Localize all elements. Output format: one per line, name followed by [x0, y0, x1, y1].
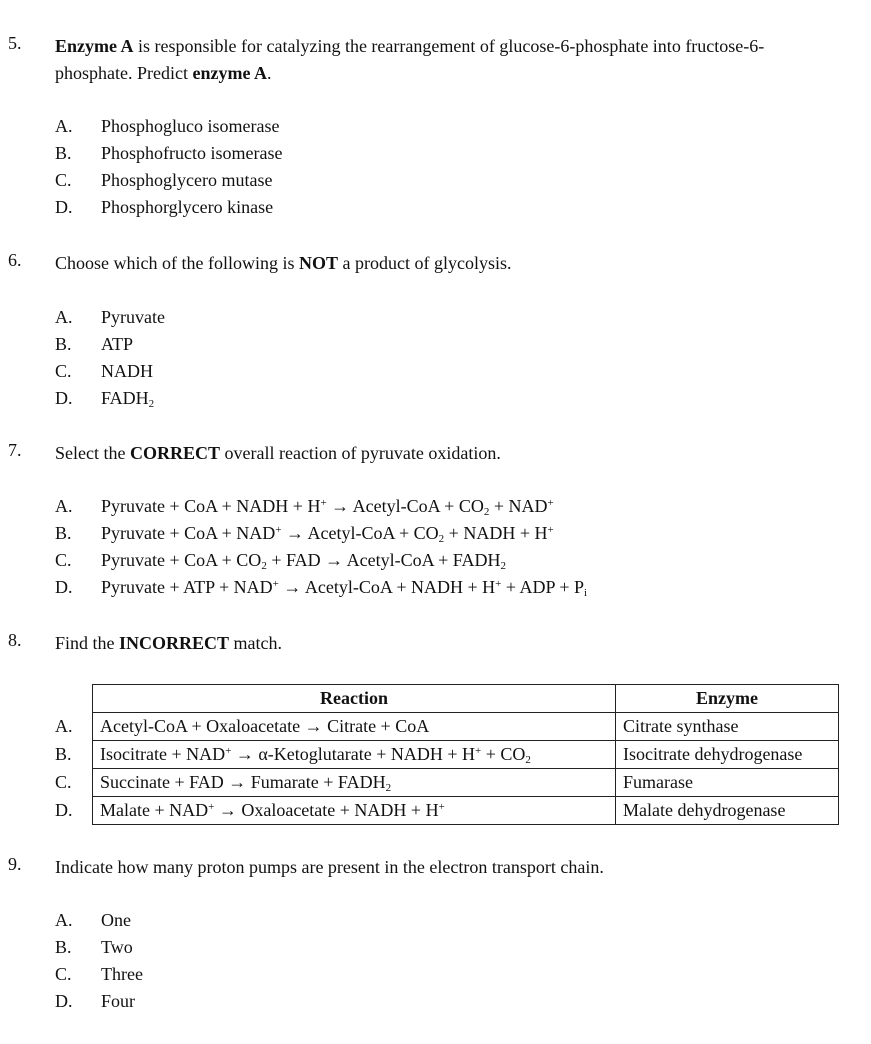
option-text: ATP	[101, 334, 134, 354]
option-text: Pyruvate + ATP + NAD+ → Acetyl-CoA + NADH + H+ + ADP + $P_i$	[101, 577, 588, 599]
option-letter: A.	[55, 496, 73, 516]
answer-option	[55, 574, 845, 601]
match-row-letters	[55, 712, 73, 824]
answer-option	[55, 547, 845, 574]
reaction-cell: Malate + NAD+ → Oxaloacetate + NADH + H+	[93, 797, 616, 825]
reaction-cell: Isocitrate + NAD+ → α-Ketoglutarate + NADH + $H^+ + CO_2$	[93, 741, 616, 769]
question-number: 8.	[8, 630, 22, 650]
answer-option	[55, 194, 845, 221]
table-row	[93, 713, 839, 741]
option-letter: A.	[55, 307, 73, 327]
option-letter: B.	[55, 523, 72, 543]
options-q7	[55, 493, 845, 601]
answer-option	[55, 907, 845, 934]
options-q5	[55, 113, 845, 221]
row-letter: C.	[55, 772, 72, 792]
option-letter: C.	[55, 550, 72, 570]
option-text: Four	[101, 991, 136, 1011]
options-q6	[55, 304, 845, 412]
table-row	[93, 741, 839, 769]
answer-option	[55, 961, 845, 988]
question-stem: Select the CORRECT overall reaction of pyruvate oxidation.	[55, 443, 501, 463]
header-enzyme: Enzyme	[616, 685, 839, 713]
answer-option	[55, 113, 845, 140]
table-row	[93, 797, 839, 825]
option-text: Phosphofructo isomerase	[101, 143, 283, 163]
question-number: 9.	[8, 854, 22, 874]
option-text: NADH	[101, 361, 153, 381]
answer-option	[55, 358, 845, 385]
answer-option	[55, 988, 845, 1015]
option-text: Two	[101, 937, 133, 957]
option-text: Pyruvate	[101, 307, 165, 327]
option-text: Pyruvate + CoA + NAD+ → Acetyl-CoA + $CO_2$ + NADH + H+	[101, 523, 554, 545]
option-text: Phosphoglycero mutase	[101, 170, 273, 190]
option-letter: C.	[55, 964, 72, 984]
option-letter: D.	[55, 991, 73, 1011]
option-text: Phosphogluco isomerase	[101, 116, 280, 136]
row-letter: A.	[55, 716, 73, 736]
enzyme-cell: Isocitrate dehydrogenase	[616, 741, 839, 769]
option-text: Three	[101, 964, 143, 984]
option-letter: C.	[55, 361, 72, 381]
header-reaction: Reaction	[93, 685, 616, 713]
enzyme-cell: Fumarase	[616, 769, 839, 797]
option-letter: D.	[55, 197, 73, 217]
option-letter: B.	[55, 937, 72, 957]
option-text: One	[101, 910, 131, 930]
question-stem: Choose which of the following is NOT a product of glycolysis.	[55, 253, 512, 273]
option-letter: B.	[55, 143, 72, 163]
enzyme-cell: Malate dehydrogenase	[616, 797, 839, 825]
table-row	[93, 769, 839, 797]
question-stem: Find the INCORRECT match.	[55, 633, 283, 653]
option-letter: C.	[55, 170, 72, 190]
option-letter: A.	[55, 910, 73, 930]
table-header-row	[93, 685, 839, 713]
question-number: 5.	[8, 33, 22, 53]
option-text: Pyruvate + CoA + $CO_2$ + FAD → Acetyl-CoA + $FADH_2$	[101, 550, 506, 572]
answer-option	[55, 385, 845, 412]
question-stem: Indicate how many proton pumps are present in the electron transport chain.	[55, 857, 604, 877]
question-number: 6.	[8, 250, 22, 270]
option-text: Pyruvate + CoA + NADH + H+ → Acetyl-CoA + $CO_2 + NAD^+$	[101, 496, 554, 518]
option-letter: D.	[55, 388, 73, 408]
question-stem: Enzyme A is responsible for catalyzing the rearrangement of glucose-6-phosphate into fructose-6-phosphate. Predict enzyme A.	[55, 36, 765, 83]
row-letter: D.	[55, 800, 73, 820]
row-letter: B.	[55, 744, 72, 764]
option-letter: D.	[55, 577, 73, 597]
option-text: Phosphorglycero kinase	[101, 197, 274, 217]
answer-option	[55, 493, 845, 520]
answer-option	[55, 140, 845, 167]
answer-option	[55, 520, 845, 547]
option-letter: A.	[55, 116, 73, 136]
option-text: $FADH_2$	[101, 388, 155, 410]
answer-option	[55, 167, 845, 194]
answer-option	[55, 934, 845, 961]
reaction-cell: Acetyl-CoA + Oxaloacetate → Citrate + CoA	[93, 713, 616, 741]
options-q9	[55, 907, 845, 1015]
option-letter: B.	[55, 334, 72, 354]
answer-option	[55, 331, 845, 358]
enzyme-cell: Citrate synthase	[616, 713, 839, 741]
match-table	[92, 684, 839, 825]
question-number: 7.	[8, 440, 22, 460]
answer-option	[55, 304, 845, 331]
reaction-cell: Succinate + FAD → Fumarate + $FADH_2$	[93, 769, 616, 797]
